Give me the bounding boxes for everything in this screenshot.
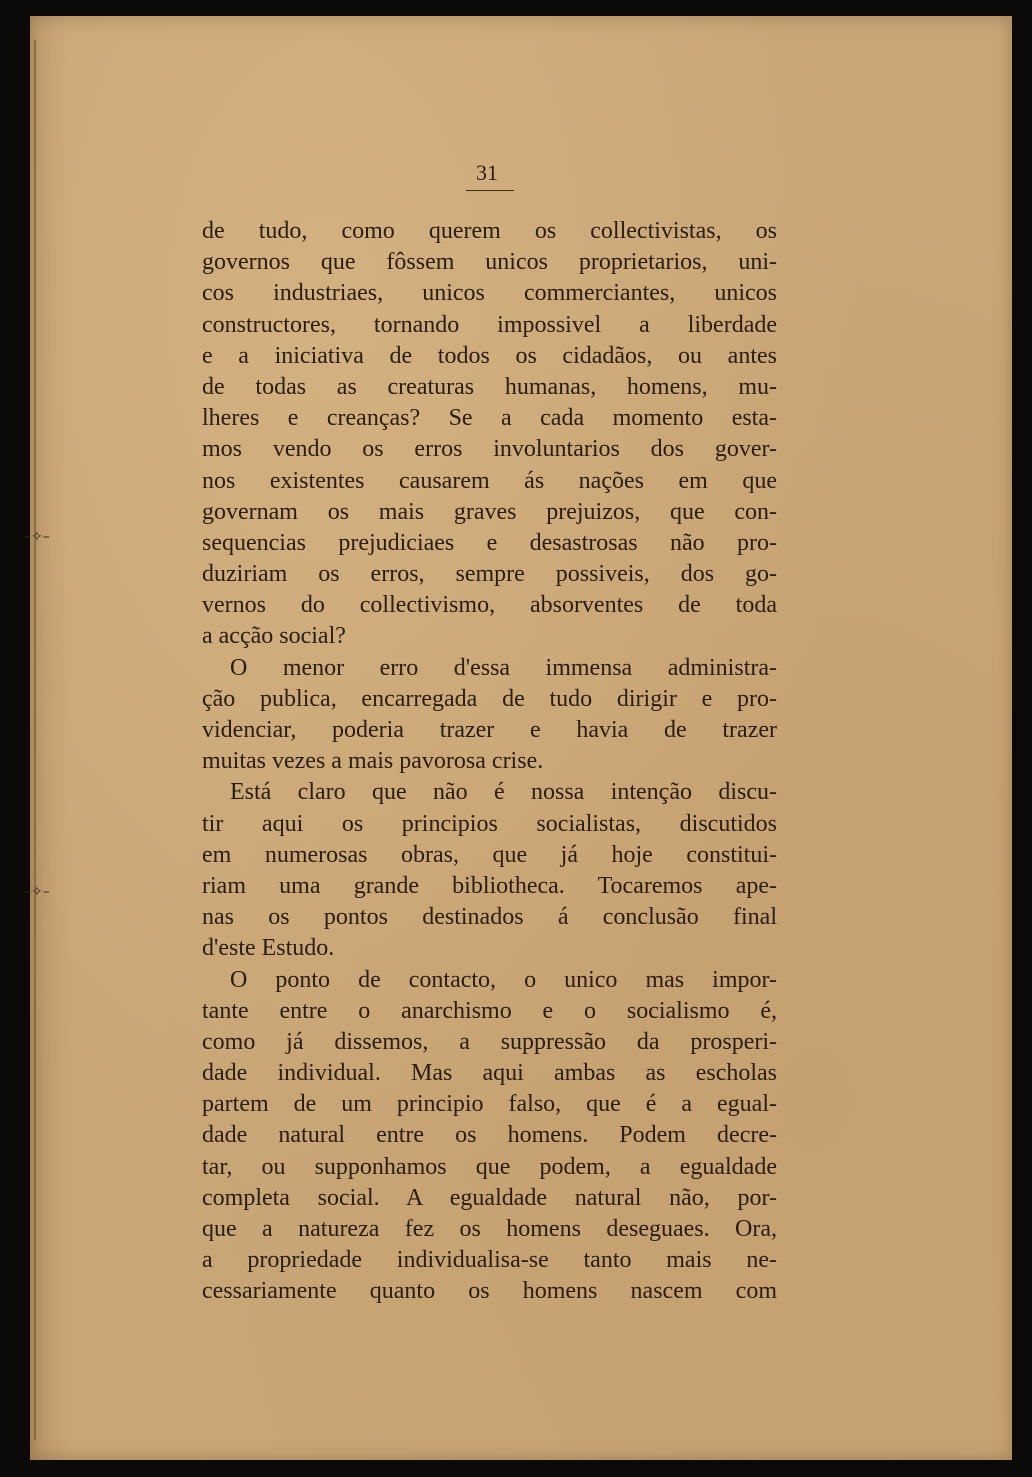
- text-line: completa social. A egualdade natural não, por-: [202, 1184, 777, 1211]
- text-line: de tudo, como querem os collectivistas, os: [202, 218, 777, 244]
- text-line: O ponto de contacto, o unico mas impor-: [230, 966, 777, 993]
- text-line: lheres e creanças? Se a cada momento esta-: [202, 405, 777, 432]
- body-text: [202, 216, 777, 1308]
- text-line: dade individual. Mas aqui ambas as escholas: [202, 1060, 777, 1087]
- text-line: vernos do collectivismo, absorventes de toda: [202, 592, 777, 619]
- text-line: ção publica, encarregada de tudo dirigir e pro-: [202, 685, 777, 712]
- binding-stitch-mark: –✧–: [24, 884, 50, 900]
- text-line: governos que fôssem unicos proprietarios, uni-: [202, 249, 777, 276]
- text-line: a propriedade individualisa-se tanto mais ne-: [202, 1247, 777, 1274]
- text-line: tante entre o anarchismo e o socialismo é,: [202, 997, 777, 1024]
- text-line: que a natureza fez os homens deseguaes. Ora,: [202, 1216, 777, 1242]
- text-line: muitas vezes a mais pavorosa crise.: [202, 748, 544, 775]
- text-line: e a iniciativa de todos os cidadãos, ou antes: [202, 342, 777, 369]
- text-line: como já dissemos, a suppressão da prosperi-: [202, 1028, 777, 1055]
- text-line: sequencias prejudiciaes e desastrosas não pro-: [202, 529, 777, 556]
- text-line: cos industriaes, unicos commerciantes, unicos: [202, 280, 777, 307]
- text-line: videnciar, poderia trazer e havia de trazer: [202, 717, 777, 743]
- text-line: em numerosas obras, que já hoje constitui-: [202, 841, 777, 868]
- binding-fold: [34, 40, 36, 1440]
- text-line: cessariamente quanto os homens nascem com: [202, 1278, 777, 1305]
- text-line: nas os pontos destinados á conclusão final: [202, 904, 777, 931]
- text-line: tir aqui os principios socialistas, discutidos: [202, 810, 777, 837]
- page-number: 31: [476, 160, 498, 185]
- text-line: tar, ou supponhamos que podem, a egualdade: [202, 1153, 777, 1180]
- binding-stitch-mark: –✧–: [24, 529, 50, 545]
- text-line: riam uma grande bibliotheca. Tocaremos ape-: [202, 872, 777, 899]
- text-line: Está claro que não é nossa intenção discu-: [230, 779, 777, 806]
- text-line: duziriam os erros, sempre possiveis, dos go-: [202, 561, 777, 588]
- text-line: a acção social?: [202, 623, 346, 650]
- text-line: mos vendo os erros involuntarios dos gover-: [202, 436, 777, 463]
- text-line: de todas as creaturas humanas, homens, mu-: [202, 373, 777, 400]
- text-line: O menor erro d'essa immensa administra-: [230, 654, 777, 681]
- text-line: partem de um principio falso, que é a egual-: [202, 1091, 777, 1118]
- page-number-rule: [466, 190, 514, 191]
- text-line: nos existentes causarem ás nações em que: [202, 467, 777, 494]
- text-line: dade natural entre os homens. Podem decre-: [202, 1122, 777, 1149]
- text-line: d'este Estudo.: [202, 935, 335, 962]
- text-line: governam os mais graves prejuizos, que con-: [202, 498, 777, 525]
- text-line: constructores, tornando impossivel a liberdade: [202, 311, 777, 338]
